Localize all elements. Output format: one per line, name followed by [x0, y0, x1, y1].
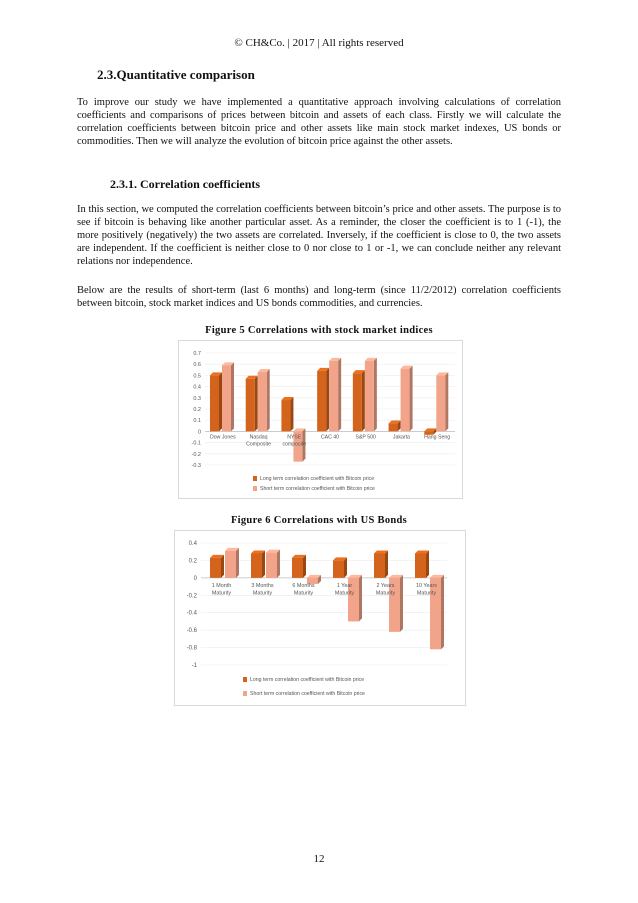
y-tick-label: 0.6: [193, 362, 201, 369]
y-tick-label: 0.2: [188, 558, 197, 565]
y-tick-label: -0.8: [186, 645, 197, 652]
long-term-bar: [415, 550, 429, 577]
figure6-chart-svg: [175, 531, 465, 705]
x-category-label: 10 Years: [416, 582, 437, 589]
x-category-label: 1 Month: [211, 582, 232, 589]
y-tick-label: -0.3: [191, 463, 201, 469]
y-tick-label: 0.5: [193, 373, 201, 380]
legend-swatch: [243, 691, 247, 696]
short-term-bar: [365, 358, 377, 432]
short-term-bar: [401, 366, 413, 432]
section-title: 2.3.Quantitative comparison: [97, 67, 255, 82]
x-category-label: Hang Seng: [424, 434, 451, 441]
correlation-paragraph: In this section, we computed the correlation coefficients between bitcoin’s price and other assets. The purpose is to see if bitcoin is behaving like another particular asset. As a reminder, the closer the coefficient is to 1 (-1), the more positively (negatively) the two assets are correlated. Inversely, if the coefficient is close to 0, the two assets are independent. If the coefficient is neither close to 0 nor close to 1 or -1, we can conclude neither any relevant relations nor independence.: [77, 204, 561, 267]
y-tick-label: 0.4: [193, 384, 201, 391]
y-tick-label: 0.2: [193, 407, 201, 413]
y-tick-label: -0.2: [191, 451, 201, 458]
y-tick-label: -0.6: [186, 628, 197, 635]
legend-label: Short term correlation coefficient with Bitcoin price: [260, 486, 375, 492]
long-term-bar: [374, 550, 388, 577]
x-category-label: 6 Months: [292, 582, 315, 589]
x-category-label: 1 Year: [336, 582, 353, 589]
page-number: 12: [313, 853, 325, 865]
y-tick-label: 0.1: [193, 418, 201, 425]
x-category-label: Nasdaq: [249, 434, 268, 441]
results-paragraph: Below are the results of short-term (last 6 months) and long-term (since 11/2/2012) correlation coefficients between bitcoin, stock market indices and US bonds commodities, and currencies.: [77, 285, 561, 309]
y-tick-label: 0.7: [193, 351, 201, 357]
figure5-caption: Figure 5 Correlations with stock market indices: [205, 325, 433, 336]
legend-swatch: [253, 476, 257, 481]
x-category-label: Maturity: [252, 590, 273, 597]
long-term-bar: [292, 555, 306, 578]
x-category-label: NYSE: [287, 434, 302, 441]
long-term-bar: [281, 397, 293, 431]
x-category-label: S&P 500: [355, 434, 376, 441]
long-term-bar: [251, 550, 265, 577]
short-term-bar: [258, 369, 270, 431]
subsection-title: 2.3.1. Correlation coefficients: [110, 177, 261, 191]
long-term-bar: [317, 368, 329, 431]
short-term-bar: [222, 362, 234, 431]
figure6-chart: [174, 530, 466, 706]
x-category-label: Composite: [246, 441, 271, 448]
long-term-bar: [389, 421, 401, 432]
legend-label: Long term correlation coefficient with Bitcoin price: [260, 476, 375, 482]
legend-label: Long term correlation coefficient with Bitcoin price: [250, 677, 365, 683]
x-category-label: Maturity: [416, 590, 437, 597]
short-term-bar: [266, 550, 280, 578]
y-tick-label: 0.3: [193, 395, 201, 402]
long-term-bar: [210, 555, 224, 578]
long-term-bar: [353, 370, 365, 431]
y-tick-label: 0.4: [188, 541, 197, 547]
intro-paragraph: To improve our study we have implemented a quantitative approach involving calculations of correlation coefficients and comparisons of prices between bitcoin and assets of each class. Firstly we will calculate the correlation coefficients between bitcoin price and other assets like main stock market indexes, US bonds or commodities. Then we will analyze the evolution of bitcoin price against the other assets.: [77, 97, 561, 147]
x-category-label: Maturity: [334, 590, 355, 597]
legend-swatch: [253, 486, 257, 491]
x-category-label: composite: [282, 441, 307, 448]
y-tick-label: -1: [191, 663, 197, 669]
x-category-label: 2 Years: [376, 582, 395, 589]
short-term-bar: [348, 575, 362, 622]
page-header: © CH&Co. | 2017 | All rights reserved: [234, 37, 404, 49]
y-tick-label: -0.2: [186, 593, 197, 600]
long-term-bar: [246, 376, 258, 432]
long-term-bar: [333, 557, 347, 577]
figure5-chart: [178, 340, 463, 499]
x-category-label: Maturity: [211, 590, 232, 597]
x-category-label: Maturity: [375, 590, 396, 597]
y-tick-label: -0.1: [191, 440, 201, 447]
y-tick-label: -0.4: [186, 610, 197, 617]
x-category-label: CAC 40: [320, 434, 340, 441]
legend-label: Short term correlation coefficient with Bitcoin price: [250, 691, 365, 697]
figure5-chart-svg: [179, 341, 462, 498]
x-category-label: Dow Jones: [210, 434, 236, 441]
x-category-label: 3 Months: [251, 582, 274, 589]
short-term-bar: [329, 358, 341, 432]
long-term-bar: [210, 372, 222, 431]
y-tick-label: 0: [193, 575, 197, 582]
y-tick-label: 0: [197, 429, 201, 436]
x-category-label: Jakarta: [392, 434, 410, 441]
legend-swatch: [243, 677, 247, 682]
figure6-caption: Figure 6 Correlations with US Bonds: [230, 515, 408, 526]
x-category-label: Maturity: [293, 590, 314, 597]
short-term-bar: [225, 548, 239, 578]
short-term-bar: [436, 372, 448, 431]
